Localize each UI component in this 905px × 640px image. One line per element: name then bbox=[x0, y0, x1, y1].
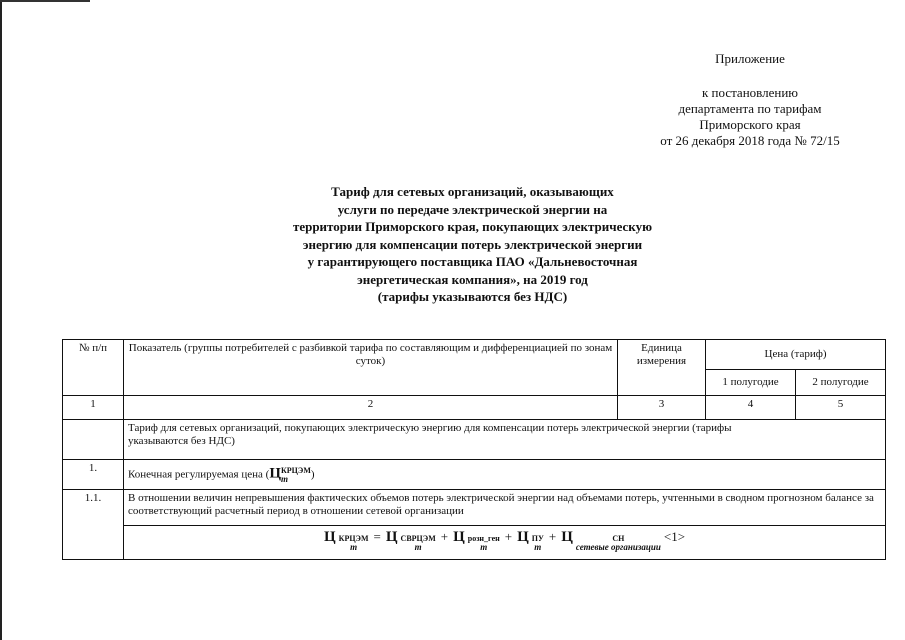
subscript: m bbox=[534, 542, 542, 552]
formula-indices bbox=[532, 534, 544, 552]
formula-indices bbox=[576, 534, 661, 552]
subscript: m bbox=[480, 542, 488, 552]
tariff-table bbox=[62, 339, 886, 560]
scan-edge-left bbox=[0, 0, 2, 640]
title-line: энергию для компенсации потерь электрической энергии bbox=[302, 236, 643, 252]
plus-sign: + bbox=[504, 529, 513, 544]
col-number: 1 bbox=[63, 396, 124, 420]
superscript: КРЦЭМ bbox=[338, 534, 369, 543]
title-line: услуги по передаче электрической энергии на bbox=[337, 201, 608, 217]
price-formula bbox=[124, 526, 886, 560]
header-half1: 1 полугодие bbox=[706, 370, 796, 396]
formula-symbol: Ц bbox=[517, 529, 529, 545]
formula-symbol: Ц bbox=[323, 529, 336, 545]
subscript: m bbox=[350, 542, 358, 552]
formula-indices bbox=[401, 534, 436, 552]
title-line: энергетическая компания», на 2019 год bbox=[357, 271, 588, 287]
formula-expression bbox=[324, 530, 685, 552]
appendix-line: департамента по тарифам bbox=[678, 101, 822, 116]
appendix-line: Приморского края bbox=[699, 117, 801, 132]
formula-symbol: Ц bbox=[385, 529, 398, 545]
superscript: розн_ген bbox=[467, 534, 500, 543]
col-number: 4 bbox=[706, 396, 796, 420]
col-number: 2 bbox=[124, 396, 618, 420]
header-unit: Единица измерения bbox=[618, 340, 706, 396]
superscript: ПУ bbox=[531, 534, 544, 543]
subscript: m bbox=[414, 542, 422, 552]
scan-edge-top bbox=[0, 0, 90, 2]
row-text: Конечная регулируемая цена ( bbox=[128, 468, 270, 481]
col-number: 5 bbox=[796, 396, 886, 420]
title-line: территории Приморского края, покупающих электрическую bbox=[292, 219, 653, 234]
header-indicator: Показатель (группы потребителей с разбивкой тарифа по составляющим и дифференциацией по зонам суток) bbox=[124, 340, 618, 396]
appendix-title: Приложение bbox=[715, 51, 785, 66]
superscript: СН bbox=[612, 534, 625, 543]
subscript: m bbox=[280, 473, 288, 484]
superscript: СВРЦЭМ bbox=[400, 534, 436, 543]
document-title bbox=[240, 183, 705, 306]
appendix-line: от 26 декабря 2018 года № 72/15 bbox=[660, 133, 840, 148]
section-num-cell bbox=[63, 420, 124, 460]
title-line: Тариф для сетевых организаций, оказывающих bbox=[331, 184, 614, 199]
row-num: 1.1. bbox=[63, 490, 124, 560]
equals-sign: = bbox=[373, 529, 381, 544]
title-line: (тарифы указываются без НДС) bbox=[377, 289, 568, 304]
appendix-line: к постановлению bbox=[701, 85, 799, 100]
row-num: 1. bbox=[63, 460, 124, 490]
subscript: сетевые организации bbox=[575, 542, 661, 552]
formula-symbol: Ц bbox=[561, 529, 573, 545]
title-line: у гарантирующего поставщика ПАО «Дальневосточная bbox=[307, 254, 638, 269]
price-symbol: Ц bbox=[269, 465, 281, 482]
close-paren: ) bbox=[310, 468, 315, 481]
footnote-ref: <1> bbox=[663, 529, 686, 544]
header-half2: 2 полугодие bbox=[796, 370, 886, 396]
section-heading: Тариф для сетевых организаций, покупающих электрическую энергию для компенсации потерь электрической энергии (тарифы указываются без НДС) bbox=[124, 420, 886, 460]
price-indices bbox=[281, 466, 311, 484]
appendix-block bbox=[640, 85, 860, 149]
plus-sign: + bbox=[440, 529, 449, 544]
plus-sign: + bbox=[548, 529, 557, 544]
col-number: 3 bbox=[618, 396, 706, 420]
header-price: Цена (тариф) bbox=[706, 340, 886, 370]
row-final-price bbox=[124, 460, 886, 490]
formula-indices bbox=[468, 534, 500, 552]
formula-indices bbox=[339, 534, 369, 552]
superscript: КРЦЭМ bbox=[280, 465, 311, 475]
row-condition: В отношении величин непревышения фактических объемов потерь электрической энергии над объемами потерь, учтенными в сводном прогнозном балансе за соответствующий расчетный период в отношении сетевой организации bbox=[124, 490, 886, 526]
header-num: № п/п bbox=[63, 340, 124, 396]
formula-symbol: Ц bbox=[453, 529, 465, 545]
